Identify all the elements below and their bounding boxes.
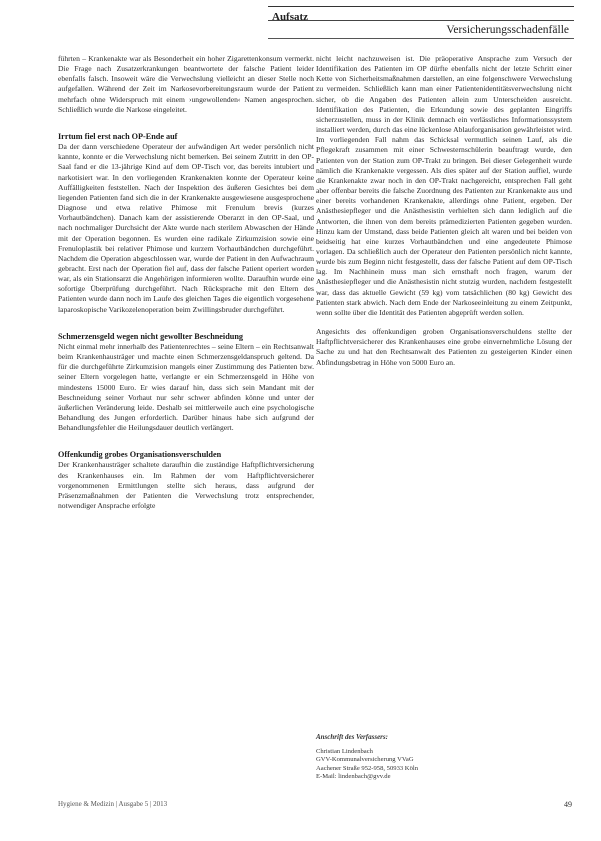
intro-paragraph: führten – Krankenakte war als Besonderheit ein hoher Zigarettenkonsum vermerkt. Die Frage nach Zusatzerkrankungen beantwortete der falsche Patient leider ebenfalls falsch. Insoweit wäre die Verwechslung vielleicht an dieser Stelle noch aufgefallen. Während der Zeit im Narkosevorbereitungsraum wurde der Patient mehrfach ohne Widerspruch mit einem ›ungewollenden‹ Namen angesprochen. Schließlich wurde die Narkose eingeleitet.: [58, 54, 314, 114]
heading-organisationsverschulden: Offenkundig grobes Organisationsverschulden: [58, 450, 222, 460]
paragraph-irrtum: Da der dann verschiedene Operateur der aufwändigen Art weder persönlich nicht kannte, konnte er die Verwechslung nicht bemerken. Bei seinem Zutritt in den OP-Saal fand er die 13-jährige Kind auf dem OP-Tisch vor, das bereits intubiert und narkotisiert war. In den vorliegenden Krankenakten konnte der Operateur keine Auffälligkeiten feststellen. Nach der Inspektion des äußeren Gesichtes bei dem liegenden Patienten fand sich die in der Krankenakte ausgewiesene ausgesprochene Diagnose und etwa relative Phimose mit Frenulum brevis (kurzes Vorhautbändchen). Danach kam der assistierende Oberarzt in den OP-Saal, und nach nochmaliger Durchsicht der Akte wurde nach sterilem Abwaschen der Hände mit der Operation begonnen. Es wurden eine radikale Zirkumzision sowie eine Frenuloplastik bei relativer Phimose und kurzem Vorhautbändchen durchgeführt. Nachdem die Operation abgeschlossen war, wurde der Patient in den Aufwachraum gebracht. Erst nach der Operation fiel auf, dass der falsche Patient operiert worden war, als ein Stationsarzt die Angehörigen informieren wollte. Daraufhin wurde eine sofortige Überprüfung durchgeführt. Nach Rücksprache mit den Eltern des Patienten wurde dann noch im Laufe des gleichen Tages die eigentlich vorgesehene laparoskopische Varikozelenoperation beim Zwillingsbruder durchgeführt.: [58, 142, 314, 314]
paragraph-continuation: nicht leicht nachzuweisen ist. Die präoperative Ansprache zum Versuch der Identifikation des Patienten im OP dürfte ebenfalls nicht der letzte Schritt einer Kette von Sicherheitsmaßnahmen darstellen, an eine folgenschwere Verwechslung zu vermeiden. Schließlich kann man einer Patientenidentitätsverwechslung nicht sicher, ob die Angaben des Patienten allein zum Unterscheiden ausreicht. Identifikation des Patienten, die Erkundung sowie des geplanten Eingriffs sicherzustellen, muss in der Klinik demnach ein verlässliches Informationssystem installiert werden, durch das eine lückenlose Ablauforganisation gewährleistet wird. Im vorliegenden Fall nahm das Schicksal vermutlich seinen Lauf, als die Pflegekraft zusammen mit einer Schwesternschülerin beauftragt wurde, den Patienten von der Station zum OP-Trakt zu bringen. Bei dieser Gelegenheit wurde nämlich die Krankenakte vergessen. Als dies später auf der Station auffiel, wurde die Krankenakte zwar noch in den OP-Trakt nachgereicht, entsprechen Fall geht aber offenbar bereits die falsche Zuordnung des Patienten zur Krankenakte aus und einer bereits vorhandenen Krankenakte, allerdings ohne Patient, ergeben. Der Anästhesiepfleger und die Anästhesistin verhielten sich dann lediglich auf die Antworten, die ihnen von dem bereits prämedizierten Patienten gegeben wurden. Hinzu kam der Umstand, dass beide Patienten gleich alt waren und bei beiden von beidseitig hat eine kurzes Vorhautbändchen und eine angedeutete Phimose vorlagen. Da schließlich auch der Operateur den Patienten persönlich nicht kannte, wurde bis zum Beginn nicht festgestellt, dass der falsche Patient auf dem OP-Tisch lag. Im Nachhinein muss man sich ernsthaft noch fragen, warum der Anästhesiepfleger und die Anästhesistin nicht stutzig wurden, nachdem festgestellt war, dass das aktuelle Gewicht (59 kg) vom tatsächlichen (80 kg) Gewicht des Patienten stark abwich. Nach dem Ende der Narkoseeinleitung zu einem Zeitpunkt, wenn sollte über die Identität des Patienten abgeprüft werden sollen.: [316, 54, 572, 317]
spacer: [58, 115, 314, 124]
header-divider: [268, 20, 574, 21]
contact-line: Christian Lindenbach: [316, 747, 373, 755]
author-contact: [316, 733, 516, 782]
paragraph-schmerzensgeld: Nicht einmal mehr innerhalb des Patientenrechtes – seine Eltern – ein Rechtsanwalt beim Krankenhausträger und machte einen Schmerzensgeldanspruch geltend. Da für die durchgeführte Zirkumzision mangels einer Zustimmung des Patienten bzw. seiner Eltern vorgelegen hatte, verlangte er ein Schmerzensgeld in Höhe von mindestens 15000 Euro. Er wies darauf hin, dass sich sein Mandant mit der Beschneidung seiner Vorhaut nur sehr schwer abfinden könne und unter der äußerlichen Veränderung leide. Deshalb sei mittlerweile auch eine psychologische Behandlung des Jungen erforderlich. Darüber hinaus habe sich aufgrund der Behandlungsfehler die Heilungsdauer deutlich verlängert.: [58, 341, 314, 433]
heading-schmerzensgeld: Schmerzensgeld wegen nicht gewollter Beschneidung: [58, 331, 243, 341]
page-footer: [58, 800, 572, 814]
spacer: [58, 433, 314, 442]
right-column: [316, 54, 572, 368]
paragraph-organisationsverschulden: Der Krankenhausträger schaltete daraufhin die zuständige Haftpflichtversicherung des Krankenhauses ein. Im Rahmen der vom Haftpflichtversicherer vorgenommenen Ermittlungen stellte sich heraus, dass aufgrund der Präsenzmaßnahmen der Patienten die Verwechslung trotz entsprechender, notwendiger Ansprache erfolgte: [58, 460, 314, 511]
contact-line: Aachener Straße 952-958, 50933 Köln: [316, 764, 418, 772]
section-label: Aufsatz: [272, 11, 309, 23]
header-top-rule: [268, 6, 574, 7]
left-column: [58, 54, 314, 511]
heading-irrtum: Irrtum fiel erst nach OP-Ende auf: [58, 131, 178, 141]
journal-name: Hygiene & Medizin | Ausgabe 5 | 2013: [58, 800, 168, 808]
contact-label: Anschrift des Verfassers:: [316, 733, 388, 741]
spacer: [58, 315, 314, 324]
header-bottom-rule: [268, 38, 574, 39]
page-number: 49: [564, 800, 572, 809]
page-header: [0, 0, 601, 40]
spacer: [316, 318, 572, 327]
topic-label: Versicherungsschadenfälle: [446, 24, 569, 36]
contact-line: GVV-Kommunalversicherung VVaG: [316, 756, 414, 764]
contact-email: E-Mail: lindenbach@gvv.de: [316, 773, 391, 781]
paragraph-conclusion: Angesichts des offenkundigen groben Organisationsverschuldens stellte der Haftpflichtversicherer des Krankenhauses eine grobe einvernehmliche Lösung der Sache zu und hat den Rechtsanwalt des Patienten zu gesteigerten Kinder einen Abfindungsbetrag in Höhe von 5000 Euro an.: [316, 327, 572, 367]
